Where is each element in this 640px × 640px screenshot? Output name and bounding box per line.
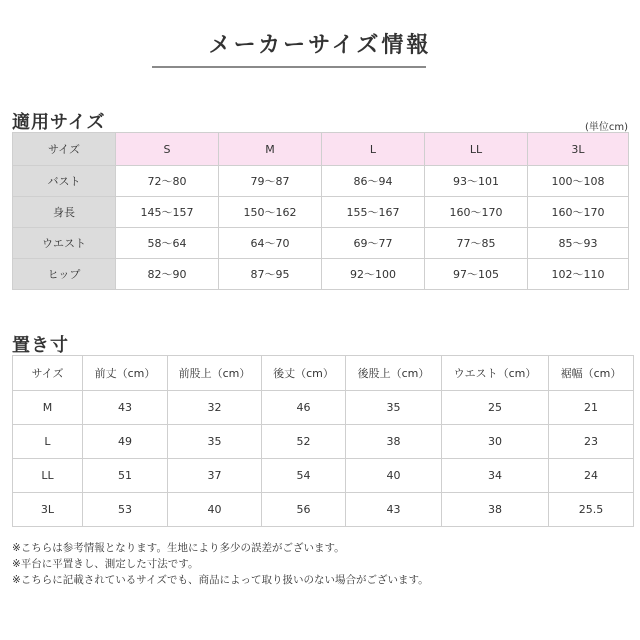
table-cell: 25 [442, 391, 549, 425]
table-cell: 21 [549, 391, 634, 425]
measure-header-cell: 後股上（cm） [346, 356, 442, 391]
row-label: ヒップ [13, 259, 116, 290]
row-label: 身長 [13, 197, 116, 228]
table-cell: 23 [549, 425, 634, 459]
table-cell: 40 [168, 493, 262, 527]
table-cell: 54 [262, 459, 346, 493]
measure-header-cell: 後丈（cm） [262, 356, 346, 391]
size-table-header-row [13, 133, 629, 166]
table-cell: 87～95 [219, 259, 322, 290]
table-cell: 46 [262, 391, 346, 425]
row-label: LL [13, 459, 83, 493]
table-cell: 64～70 [219, 228, 322, 259]
table-cell: 155～167 [322, 197, 425, 228]
table-cell: 43 [346, 493, 442, 527]
table-cell: 32 [168, 391, 262, 425]
table-cell: 30 [442, 425, 549, 459]
table-cell: 38 [346, 425, 442, 459]
table-row [13, 166, 629, 197]
table-cell: 72～80 [116, 166, 219, 197]
row-label: バスト [13, 166, 116, 197]
size-header-label: サイズ [13, 133, 116, 166]
table-cell: 150～162 [219, 197, 322, 228]
table-row [13, 459, 634, 493]
measure-header-cell: サイズ [13, 356, 83, 391]
table-cell: 51 [83, 459, 168, 493]
table-cell: 85～93 [528, 228, 629, 259]
table-cell: 24 [549, 459, 634, 493]
table-cell: 40 [346, 459, 442, 493]
table-cell: 102～110 [528, 259, 629, 290]
note-line: ※こちらに記載されているサイズでも、商品によって取り扱いのない場合がございます。 [12, 574, 429, 586]
size-header-cell: L [322, 133, 425, 166]
measure-header-cell: 前丈（cm） [83, 356, 168, 391]
table-cell: 38 [442, 493, 549, 527]
table-row [13, 391, 634, 425]
measure-section-heading: 置き寸 [12, 335, 69, 356]
table-cell: 56 [262, 493, 346, 527]
measure-header-cell: ウエスト（cm） [442, 356, 549, 391]
page-title: メーカーサイズ情報 [208, 33, 432, 58]
table-cell: 160～170 [425, 197, 528, 228]
table-cell: 35 [346, 391, 442, 425]
table-cell: 97～105 [425, 259, 528, 290]
table-row [13, 493, 634, 527]
size-header-cell: S [116, 133, 219, 166]
table-cell: 79～87 [219, 166, 322, 197]
table-cell: 100～108 [528, 166, 629, 197]
table-cell: 52 [262, 425, 346, 459]
size-header-cell: LL [425, 133, 528, 166]
size-header-cell: M [219, 133, 322, 166]
unit-note: (単位cm) [584, 122, 628, 133]
measure-header-cell: 前股上（cm） [168, 356, 262, 391]
table-cell: 43 [83, 391, 168, 425]
table-row [13, 259, 629, 290]
measure-table [12, 355, 634, 527]
table-cell: 86～94 [322, 166, 425, 197]
table-cell: 82～90 [116, 259, 219, 290]
title-underline [152, 66, 426, 68]
table-cell: 53 [83, 493, 168, 527]
table-cell: 77～85 [425, 228, 528, 259]
notes [12, 540, 429, 588]
table-cell: 92～100 [322, 259, 425, 290]
size-table [12, 132, 629, 290]
row-label: L [13, 425, 83, 459]
table-row [13, 197, 629, 228]
table-cell: 93～101 [425, 166, 528, 197]
table-cell: 34 [442, 459, 549, 493]
table-cell: 145～157 [116, 197, 219, 228]
note-line: ※平台に平置きし、測定した寸法です。 [12, 558, 199, 570]
table-cell: 25.5 [549, 493, 634, 527]
row-label: M [13, 391, 83, 425]
size-header-cell: 3L [528, 133, 629, 166]
measure-header-cell: 裾幅（cm） [549, 356, 634, 391]
measure-table-header-row [13, 356, 634, 391]
table-row [13, 228, 629, 259]
table-cell: 69～77 [322, 228, 425, 259]
size-section-heading: 適用サイズ [12, 112, 106, 133]
row-label: ウエスト [13, 228, 116, 259]
table-cell: 35 [168, 425, 262, 459]
table-cell: 58～64 [116, 228, 219, 259]
table-cell: 49 [83, 425, 168, 459]
table-row [13, 425, 634, 459]
row-label: 3L [13, 493, 83, 527]
table-cell: 37 [168, 459, 262, 493]
note-line: ※こちらは参考情報となります。生地により多少の誤差がございます。 [12, 542, 345, 554]
table-cell: 160～170 [528, 197, 629, 228]
